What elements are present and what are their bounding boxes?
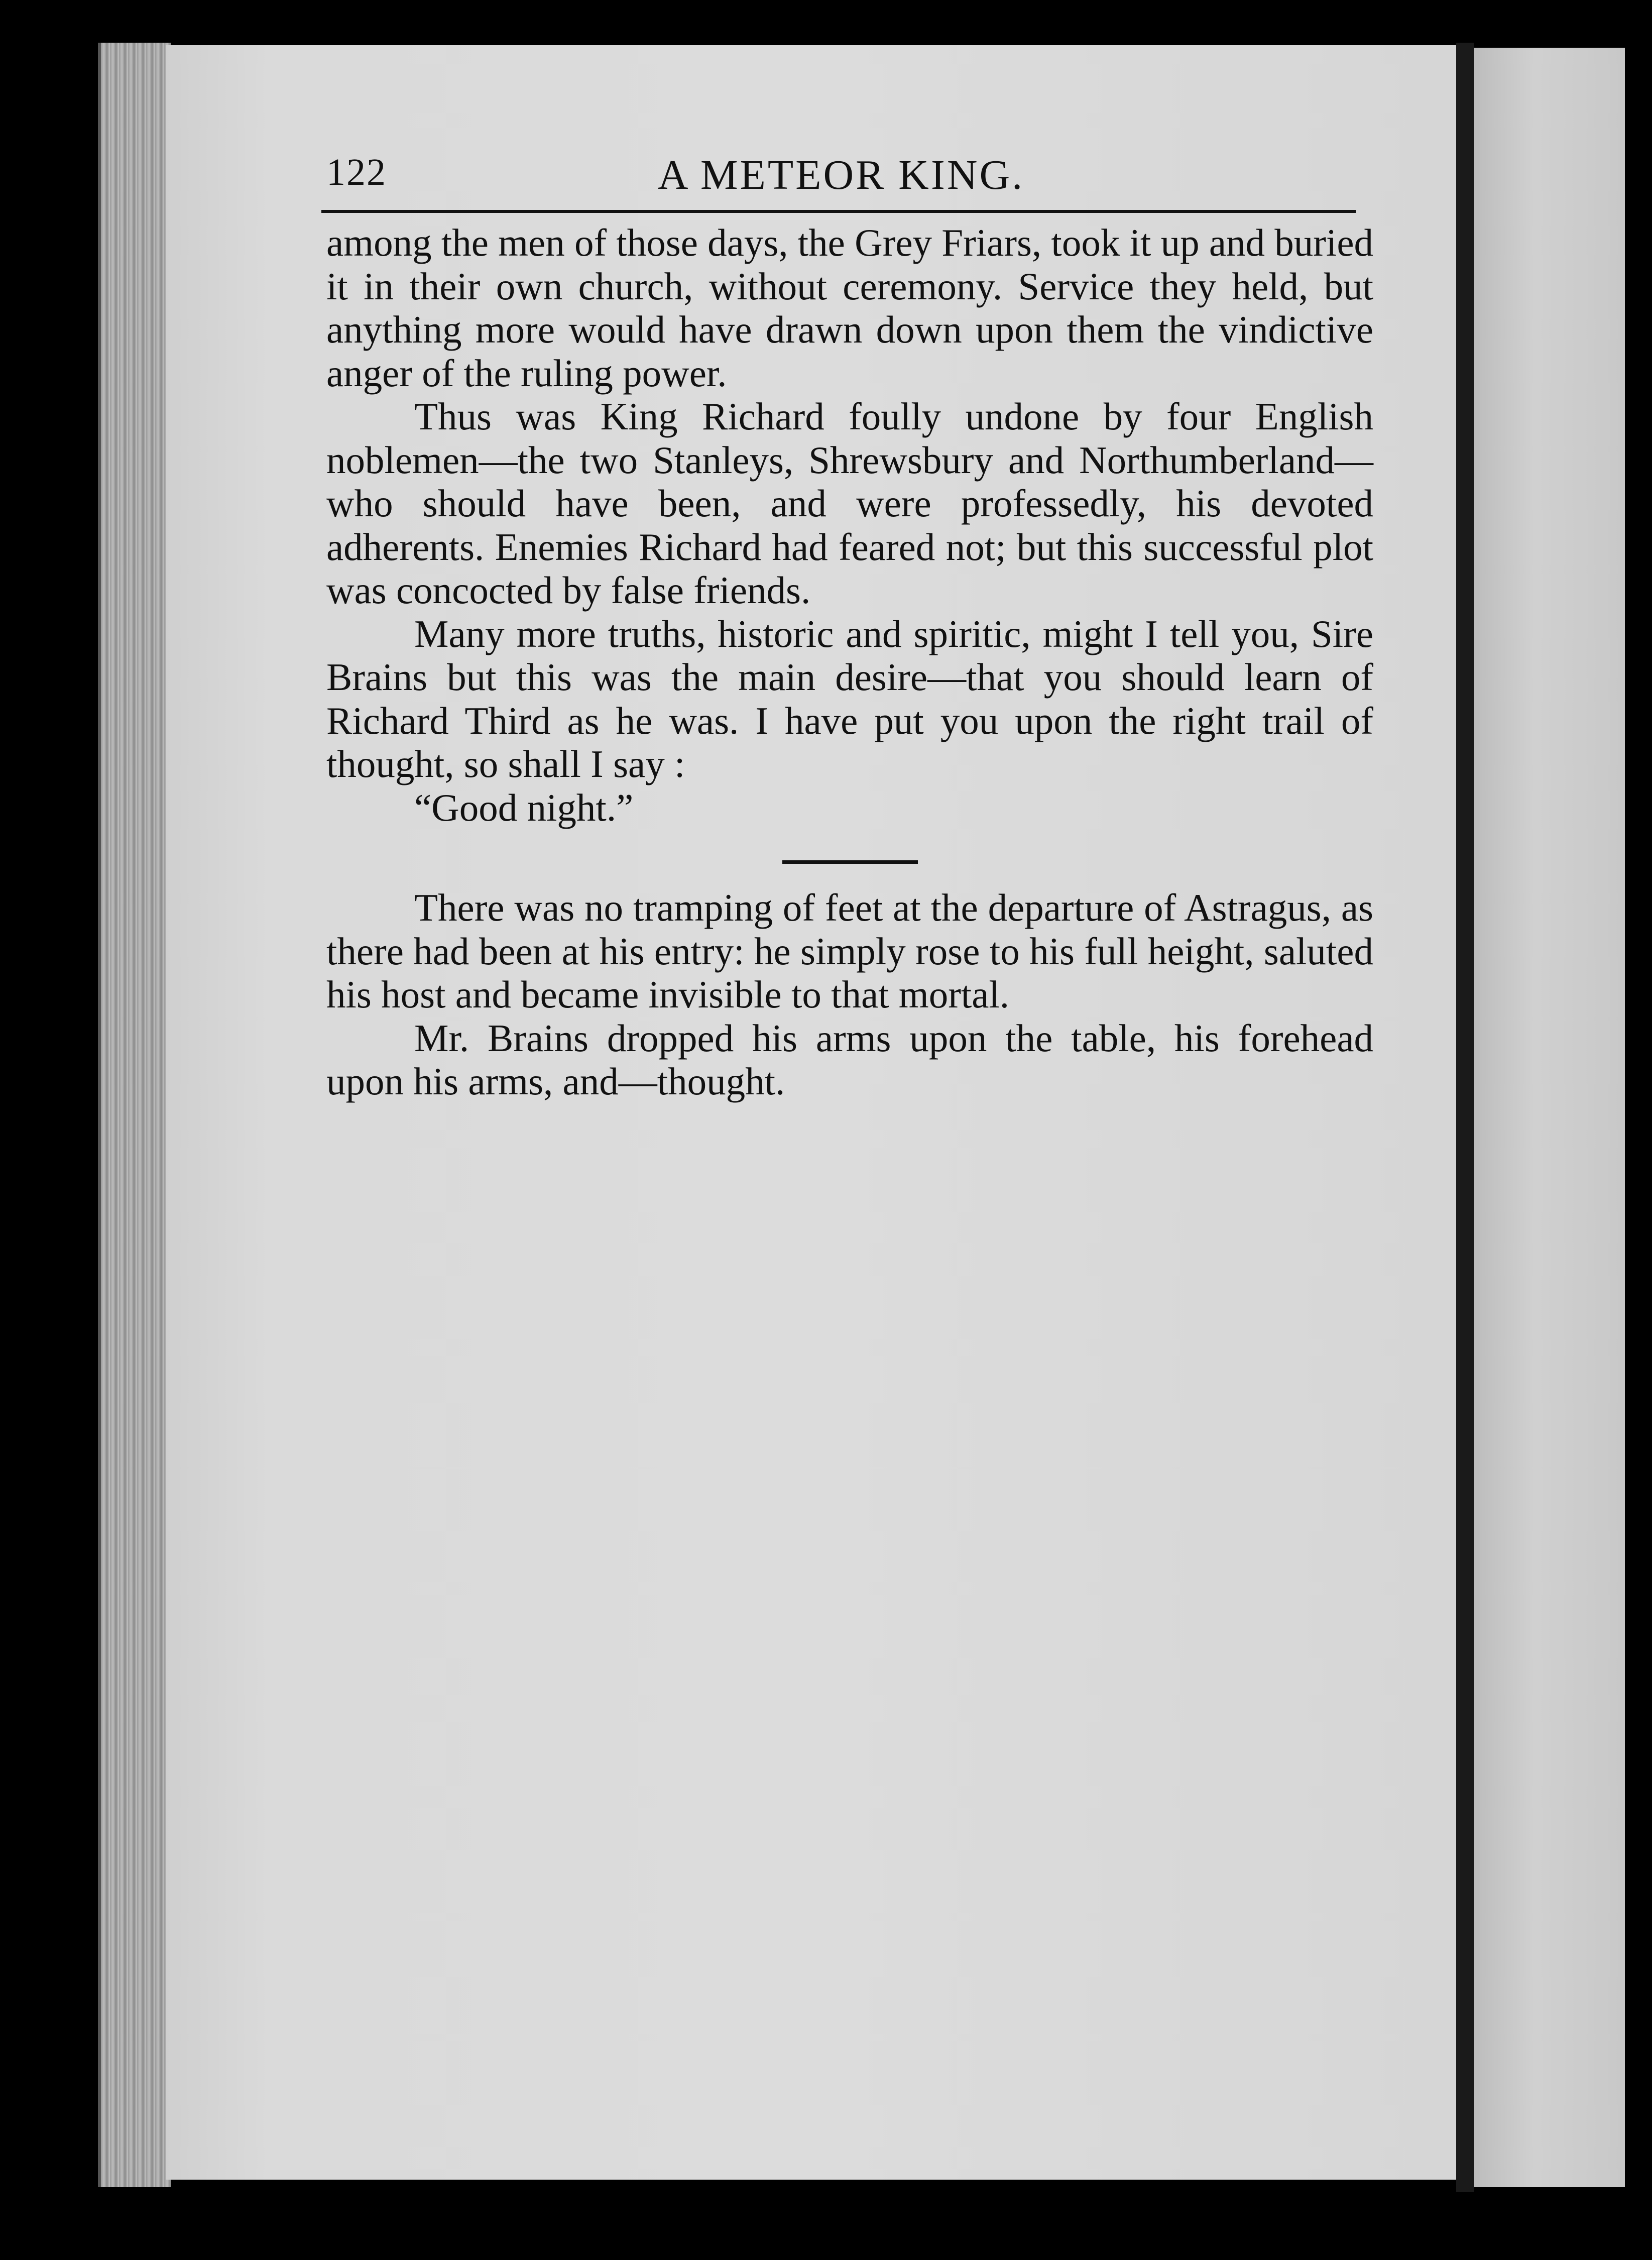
facing-page-edge	[1474, 48, 1625, 2187]
running-title: A METEOR KING.	[657, 152, 1025, 198]
page-body	[326, 221, 1373, 1103]
page-gutter	[1456, 43, 1474, 2192]
paragraph-good-night: “Good night.”	[414, 785, 634, 829]
page-number: 122	[326, 151, 387, 193]
paragraph-continued: among the men of those days, the Grey Friars, took it up and buried it in their own church, without ceremony. Service they held, but anything more would have drawn down upon them the vindictive anger of the ruling power.	[326, 221, 1373, 395]
paragraph: Mr. Brains dropped his arms upon the table, his forehead upon his arms, and—thought.	[326, 1016, 1373, 1103]
paragraph: Many more truths, historic and spiritic, might I tell you, Sire Brains but this was the main desire—that you should learn of Richard Third as he was. I have put you upon the right trail of thought, so shall I say :	[326, 612, 1373, 785]
paragraph: There was no tramping of feet at the departure of Astragus, as there had been at his entry: he simply rose to his full height, saluted his host and became invisible to that mortal.	[326, 886, 1373, 1016]
paragraph: Thus was King Richard foully undone by four English noblemen—the two Stanleys, Shrewsbury and Northumberland—who should have been, and were professedly, his devoted adherents. Enemies Richard had feared not; but this successful plot was concocted by false friends.	[326, 395, 1373, 612]
page-edges	[98, 43, 171, 2187]
running-header	[326, 146, 1356, 206]
header-rule	[321, 210, 1356, 213]
section-break-rule	[782, 860, 918, 864]
